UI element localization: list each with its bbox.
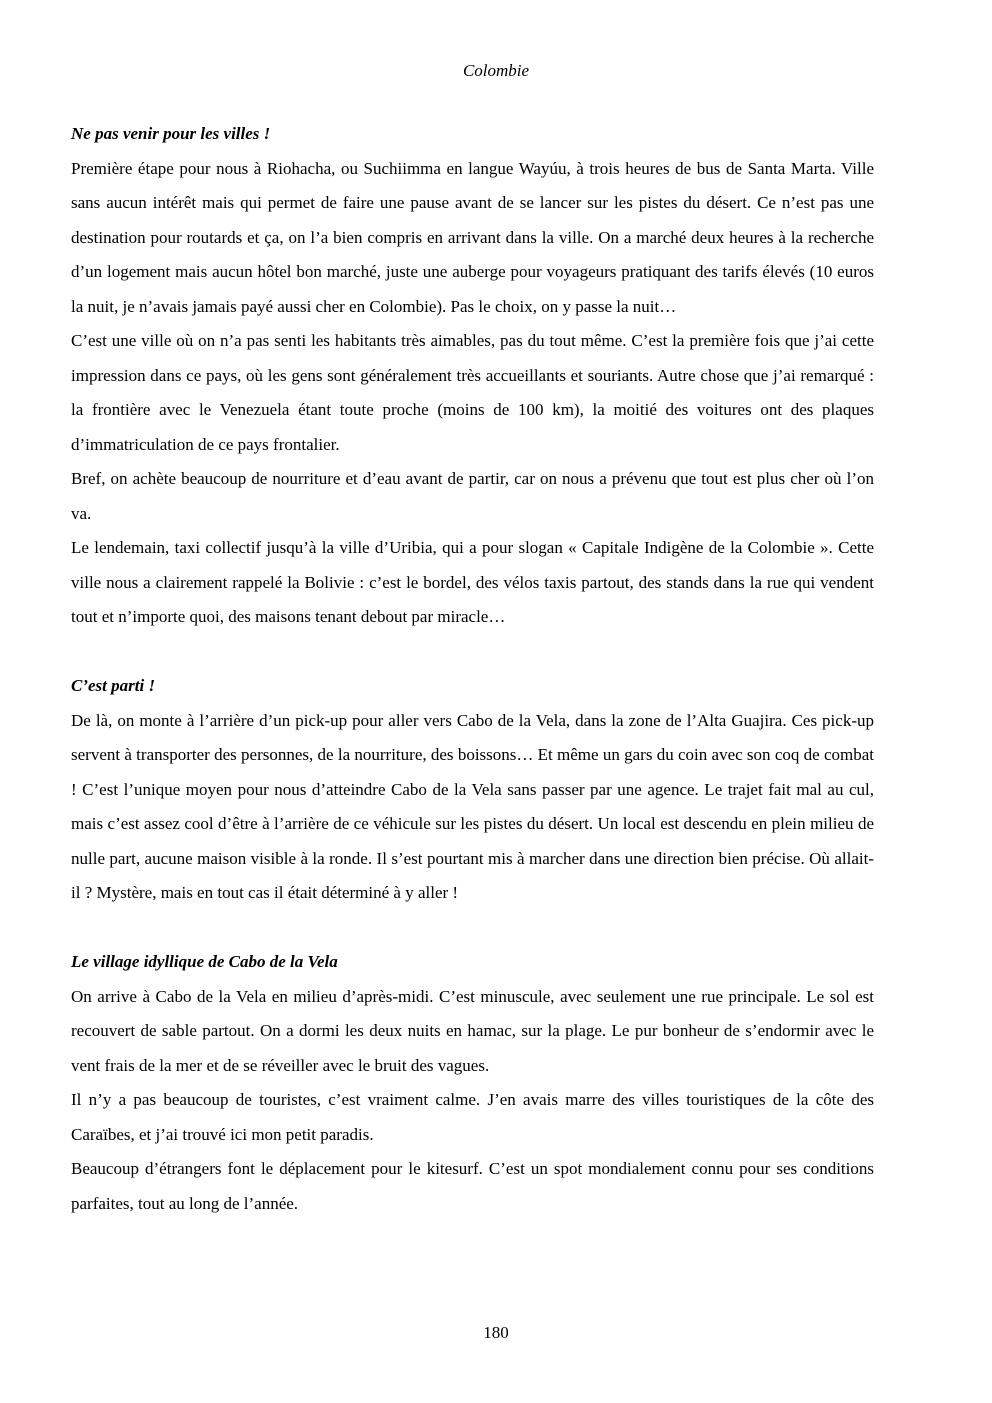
section-heading: Le village idyllique de Cabo de la Vela: [71, 952, 338, 971]
paragraph: Bref, on achète beaucoup de nourriture et d’eau avant de partir, car on nous a prévenu que tout est plus cher où l’on va.: [71, 469, 874, 523]
paragraph: On arrive à Cabo de la Vela en milieu d’après-midi. C’est minuscule, avec seulement une rue principale. Le sol est recouvert de sable partout. On a dormi les deux nuits en hamac, sur la plage. Le pur bonheur de s’endormir avec le vent frais de la mer et de se réveiller avec le bruit des vagues.: [71, 986, 874, 1075]
page-number: 180: [483, 1323, 509, 1342]
paragraph: C’est une ville où on n’a pas senti les habitants très aimables, pas du tout même. C’est la première fois que j’ai cette impression dans ce pays, où les gens sont généralement très accueillants et souriants. Autre chose que j’ai remarqué : la frontière avec le Venezuela étant toute proche (moins de 100 km), la moitié des voitures ont des plaques d’immatriculation de ce pays frontalier.: [71, 331, 874, 454]
running-header-title: Colombie: [462, 61, 530, 80]
paragraph: Le lendemain, taxi collectif jusqu’à la ville d’Uribia, qui a pour slogan « Capitale Indigène de la Colombie ». Cette ville nous a clairement rappelé la Bolivie : c’est le bordel, des vélos taxis partout, des stands dans la rue qui vendent tout et n’importe quoi, des maisons tenant debout par miracle…: [71, 538, 874, 626]
section-heading: C’est parti !: [71, 676, 156, 695]
section-villes: [71, 117, 874, 635]
paragraph: Première étape pour nous à Riohacha, ou Suchiimma en langue Wayúu, à trois heures de bus de Santa Marta. Ville sans aucun intérêt mais qui permet de faire une pause avant de se lancer sur les pistes du désert. Ce n’est pas une destination pour routards et ça, on l’a bien compris en arrivant dans la ville. On a marché deux heures à la recherche d’un logement mais aucun hôtel bon marché, juste une auberge pour voyageurs pratiquant des tarifs élevés (10 euros la nuit, je n’avais jamais payé aussi cher en Colombie). Pas le choix, on y passe la nuit…: [71, 158, 874, 316]
section-spacer: [71, 635, 874, 670]
paragraph: De là, on monte à l’arrière d’un pick-up pour aller vers Cabo de la Vela, dans la zone de l’Alta Guajira. Ces pick-up servent à transporter des personnes, de la nourriture, des boissons… Et même un gars du coin avec son coq de combat ! C’est l’unique moyen pour nous d’atteindre Cabo de la Vela sans passer par une agence. Le trajet fait mal au cul, mais c’est assez cool d’être à l’arrière de ce véhicule sur les pistes du désert. Un local est descendu en plein milieu de nulle part, aucune maison visible à la ronde. Il s’est pourtant mis à marcher dans une direction bien précise. Où allait-il ? Mystère, mais en tout cas il était déterminé à y aller !: [71, 710, 874, 902]
section-parti: [71, 669, 874, 911]
section-heading: Ne pas venir pour les villes !: [71, 124, 271, 143]
paragraph: Beaucoup d’étrangers font le déplacement pour le kitesurf. C’est un spot mondialement connu pour ses conditions parfaites, tout au long de l’année.: [71, 1159, 874, 1213]
section-cabo-de-la-vela: [71, 945, 874, 1221]
section-spacer: [71, 911, 874, 946]
paragraph: Il n’y a pas beaucoup de touristes, c’est vraiment calme. J’en avais marre des villes touristiques de la côte des Caraïbes, et j’ai trouvé ici mon petit paradis.: [71, 1090, 874, 1144]
page-content: [71, 117, 874, 1221]
